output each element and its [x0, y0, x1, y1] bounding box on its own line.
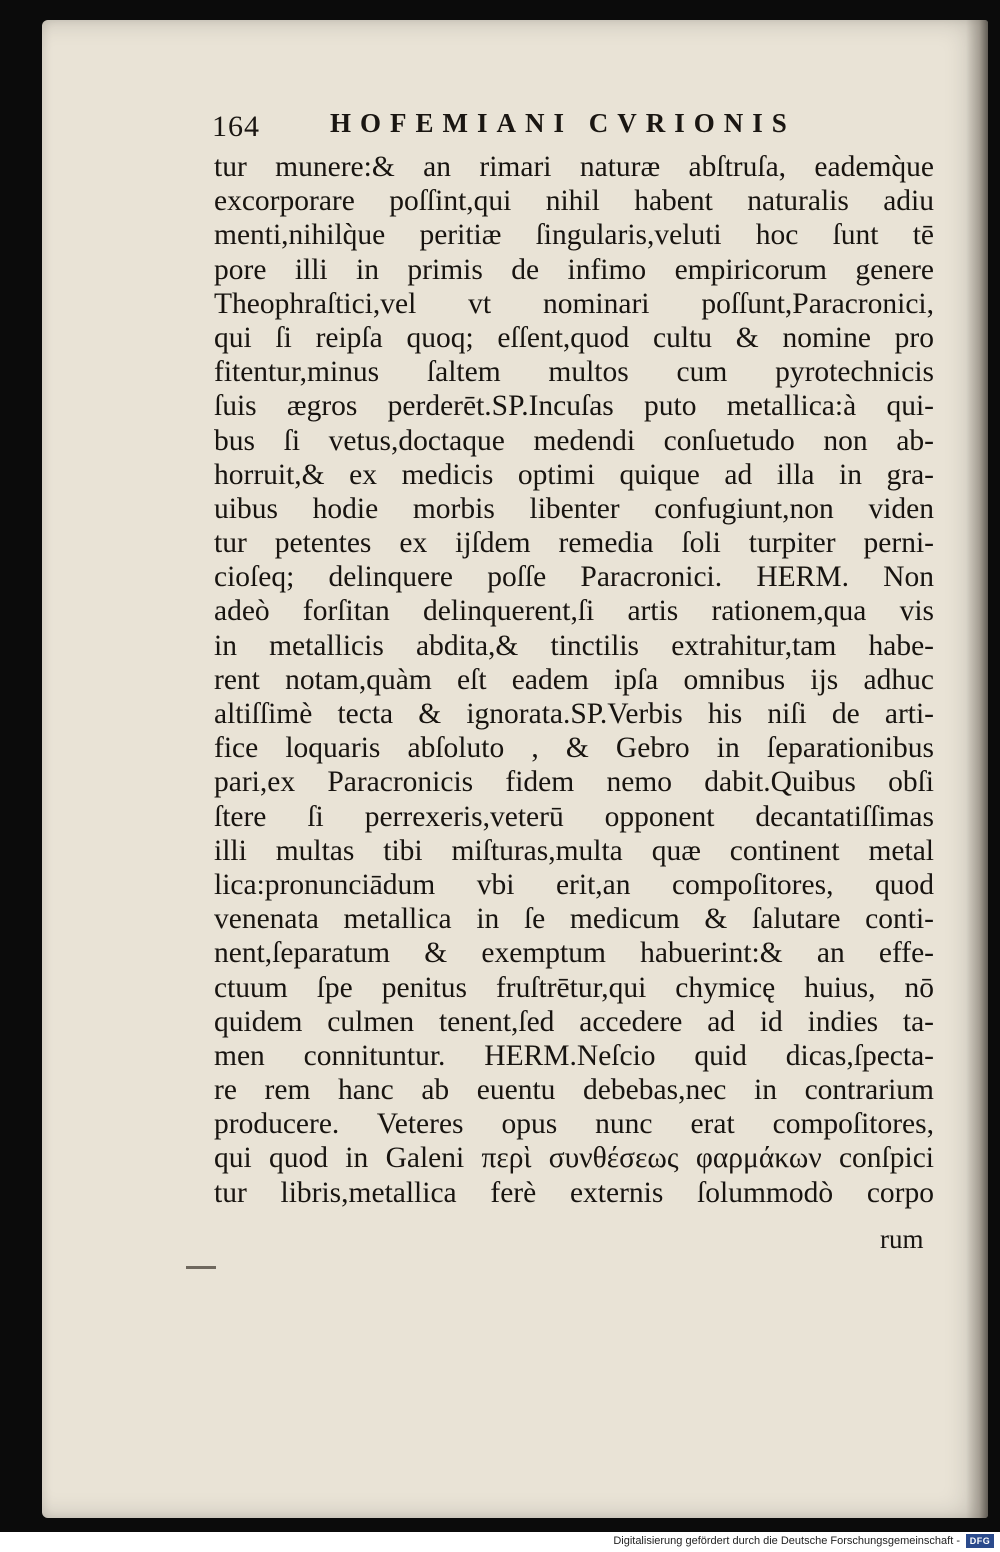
text-line: pari,ex Paracronicis fidem nemo dabit.Quibus obſi	[214, 766, 934, 799]
text-line: adeò forſitan delinquerent,ſi artis rationem,qua vis	[214, 595, 934, 628]
funding-credit: Digitalisierung gefördert durch die Deutsche Forschungsgemeinschaft -	[613, 1535, 960, 1547]
text-line: tur munere:& an rimari naturæ abſtruſa, eademq̀ue	[214, 151, 934, 183]
text-line: nent,ſeparatum & exemptum habuerint:& an effe-	[214, 937, 934, 970]
text-line: excorporare poſſint,qui nihil habent naturalis adiu	[214, 185, 934, 218]
text-line: in metallicis abdita,& tinctilis extrahitur,tam habe-	[214, 629, 934, 662]
text-line: horruit,& ex medicis optimi quique ad illa in gra-	[214, 458, 934, 491]
text-line: ſuis ægros perderēt.SP.Incuſas puto metallica:à qui-	[214, 390, 934, 423]
text-line: quidem culmen tenent,ſed accedere ad id indies ta-	[214, 1005, 934, 1038]
text-line: bus ſi vetus,doctaque medendi conſuetudo non ab-	[214, 424, 934, 457]
running-title: HOFEMIANI CVRIONIS	[330, 108, 796, 138]
page-header	[212, 106, 852, 146]
text-line: Theophraſtici,vel vt nominari poſſunt,Paracronici,	[214, 287, 934, 320]
text-line: re rem hanc ab euentu debebas,nec in contrarium	[214, 1074, 934, 1107]
page-number: 164	[212, 110, 260, 143]
text-line: tur libris,metallica ferè externis ſolummodò corpo	[214, 1176, 934, 1209]
catchword: rum	[880, 1224, 924, 1254]
text-line: ſtere ſi perrexeris,veterū opponent decantatiſſimas	[214, 800, 934, 833]
text-line: fitentur,minus ſaltem multos cum pyrotechnicis	[214, 356, 934, 389]
text-line: producere. Veteres opus nunc erat compoſitores,	[214, 1108, 934, 1141]
text-line: uibus hodie morbis libenter confugiunt,non viden	[214, 492, 934, 525]
text-line: lica:pronunciādum vbi erit,an compoſitores, quod	[214, 868, 934, 901]
text-line: fice loquaris abſoluto , & Gebro in ſeparationibus	[214, 732, 934, 765]
text-line: qui quod in Galeni περὶ συνθέσεως φαρμάκων conſpici	[214, 1142, 934, 1175]
body-text	[214, 150, 934, 1210]
page-edge-shadow	[966, 20, 988, 1518]
text-line: cioſeq; delinquere poſſe Paracronici. HERM. Non	[214, 561, 934, 594]
dfg-logo: DFG	[966, 1534, 994, 1548]
text-line: qui ſi reipſa quoq; eſſent,quod cultu & nomine pro	[214, 321, 934, 354]
text-line: men connituntur. HERM.Neſcio quid dicas,ſpecta-	[214, 1039, 934, 1072]
text-line: illi multas tibi miſturas,multa quæ continent metal	[214, 834, 934, 867]
footer-bar	[0, 1532, 1000, 1552]
text-line: altiſſimè tecta & ignorata.SP.Verbis his niſi de arti-	[214, 698, 934, 730]
ink-mark	[186, 1266, 216, 1269]
text-line: pore illi in primis de infimo empiricorum genere	[214, 253, 934, 286]
text-line: tur petentes ex ijſdem remedia ſoli turpiter perni-	[214, 527, 934, 560]
text-line: venenata metallica in ſe medicum & ſalutare conti-	[214, 903, 934, 936]
text-line: rent notam,quàm eſt eadem ipſa omnibus ijs adhuc	[214, 663, 934, 696]
text-line: menti,nihilq̀ue peritiæ ſingularis,veluti hoc ſunt tē	[214, 219, 934, 252]
text-line: ctuum ſpe penitus fruſtrētur,qui chymicę huius, nō	[214, 971, 934, 1004]
